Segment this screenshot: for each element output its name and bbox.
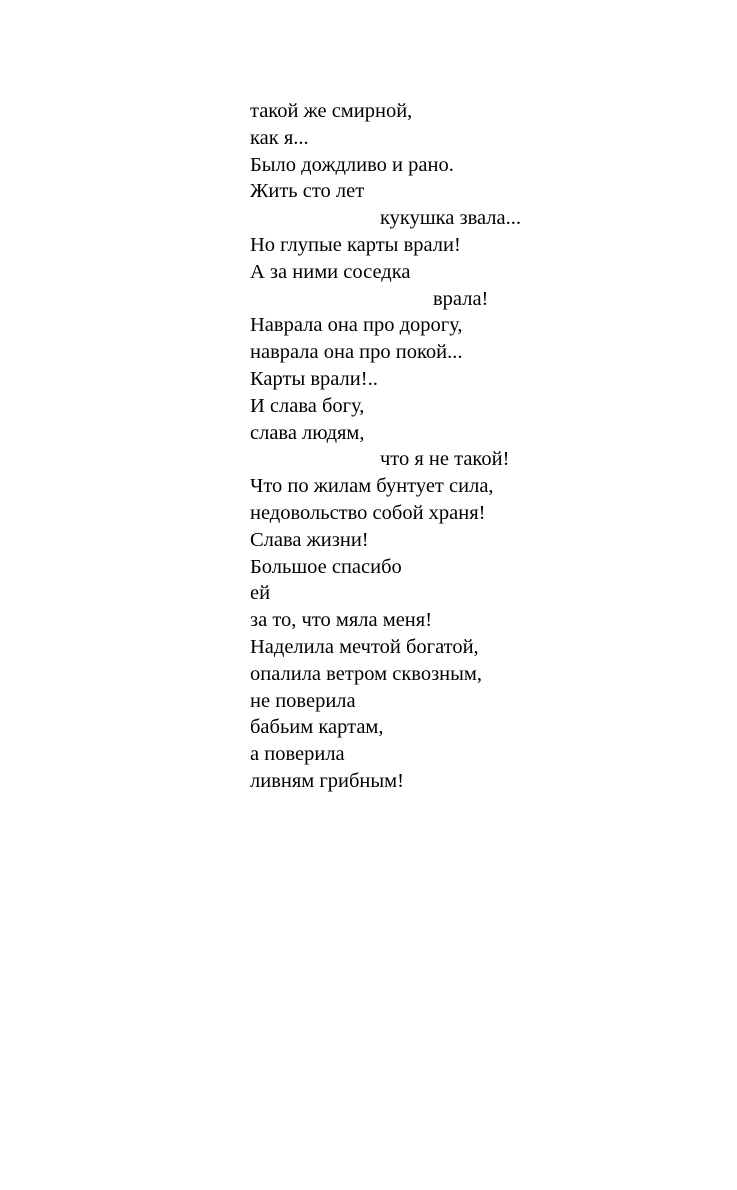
poem-line: что я не такой!	[380, 448, 510, 471]
poem-line: такой же смирной,	[250, 100, 413, 122]
poem-line: Но глупые карты врали!	[250, 233, 461, 256]
poem-line: опалила ветром сквозным,	[250, 662, 483, 685]
poem-line: наврала она про покой...	[250, 341, 463, 364]
poem-line: не поверила	[250, 689, 356, 712]
poem-line: как я...	[250, 126, 309, 149]
poem-line: врала!	[433, 287, 489, 310]
poem-line: недовольство собой храня!	[250, 501, 486, 524]
poem-line: Что по жилам бунтует сила,	[250, 475, 494, 498]
poem-line: Слава жизни!	[250, 528, 369, 551]
poem-line: а поверила	[250, 743, 345, 766]
poem-line: Было дождливо и рано.	[250, 153, 454, 176]
poem-line: Большое спасибо	[250, 555, 402, 578]
poem-line: за то, что мяла меня!	[250, 609, 433, 632]
poem-line: Карты врали!..	[250, 367, 378, 390]
poem-line: Наделила мечтой богатой,	[250, 635, 479, 658]
poem-line: слава людям,	[250, 421, 365, 444]
poem-line: ей	[250, 582, 271, 605]
poem-line: И слава богу,	[250, 394, 365, 417]
poem-text	[250, 98, 710, 795]
poem-line: ливням грибным!	[250, 769, 404, 792]
poem-line: бабьим картам,	[250, 716, 384, 739]
poem-line: Жить сто лет	[250, 180, 365, 203]
poem-line: Наврала она про дорогу,	[250, 314, 463, 337]
poem-line: А за ними соседка	[250, 260, 411, 283]
poem-line: кукушка звала...	[380, 207, 521, 230]
